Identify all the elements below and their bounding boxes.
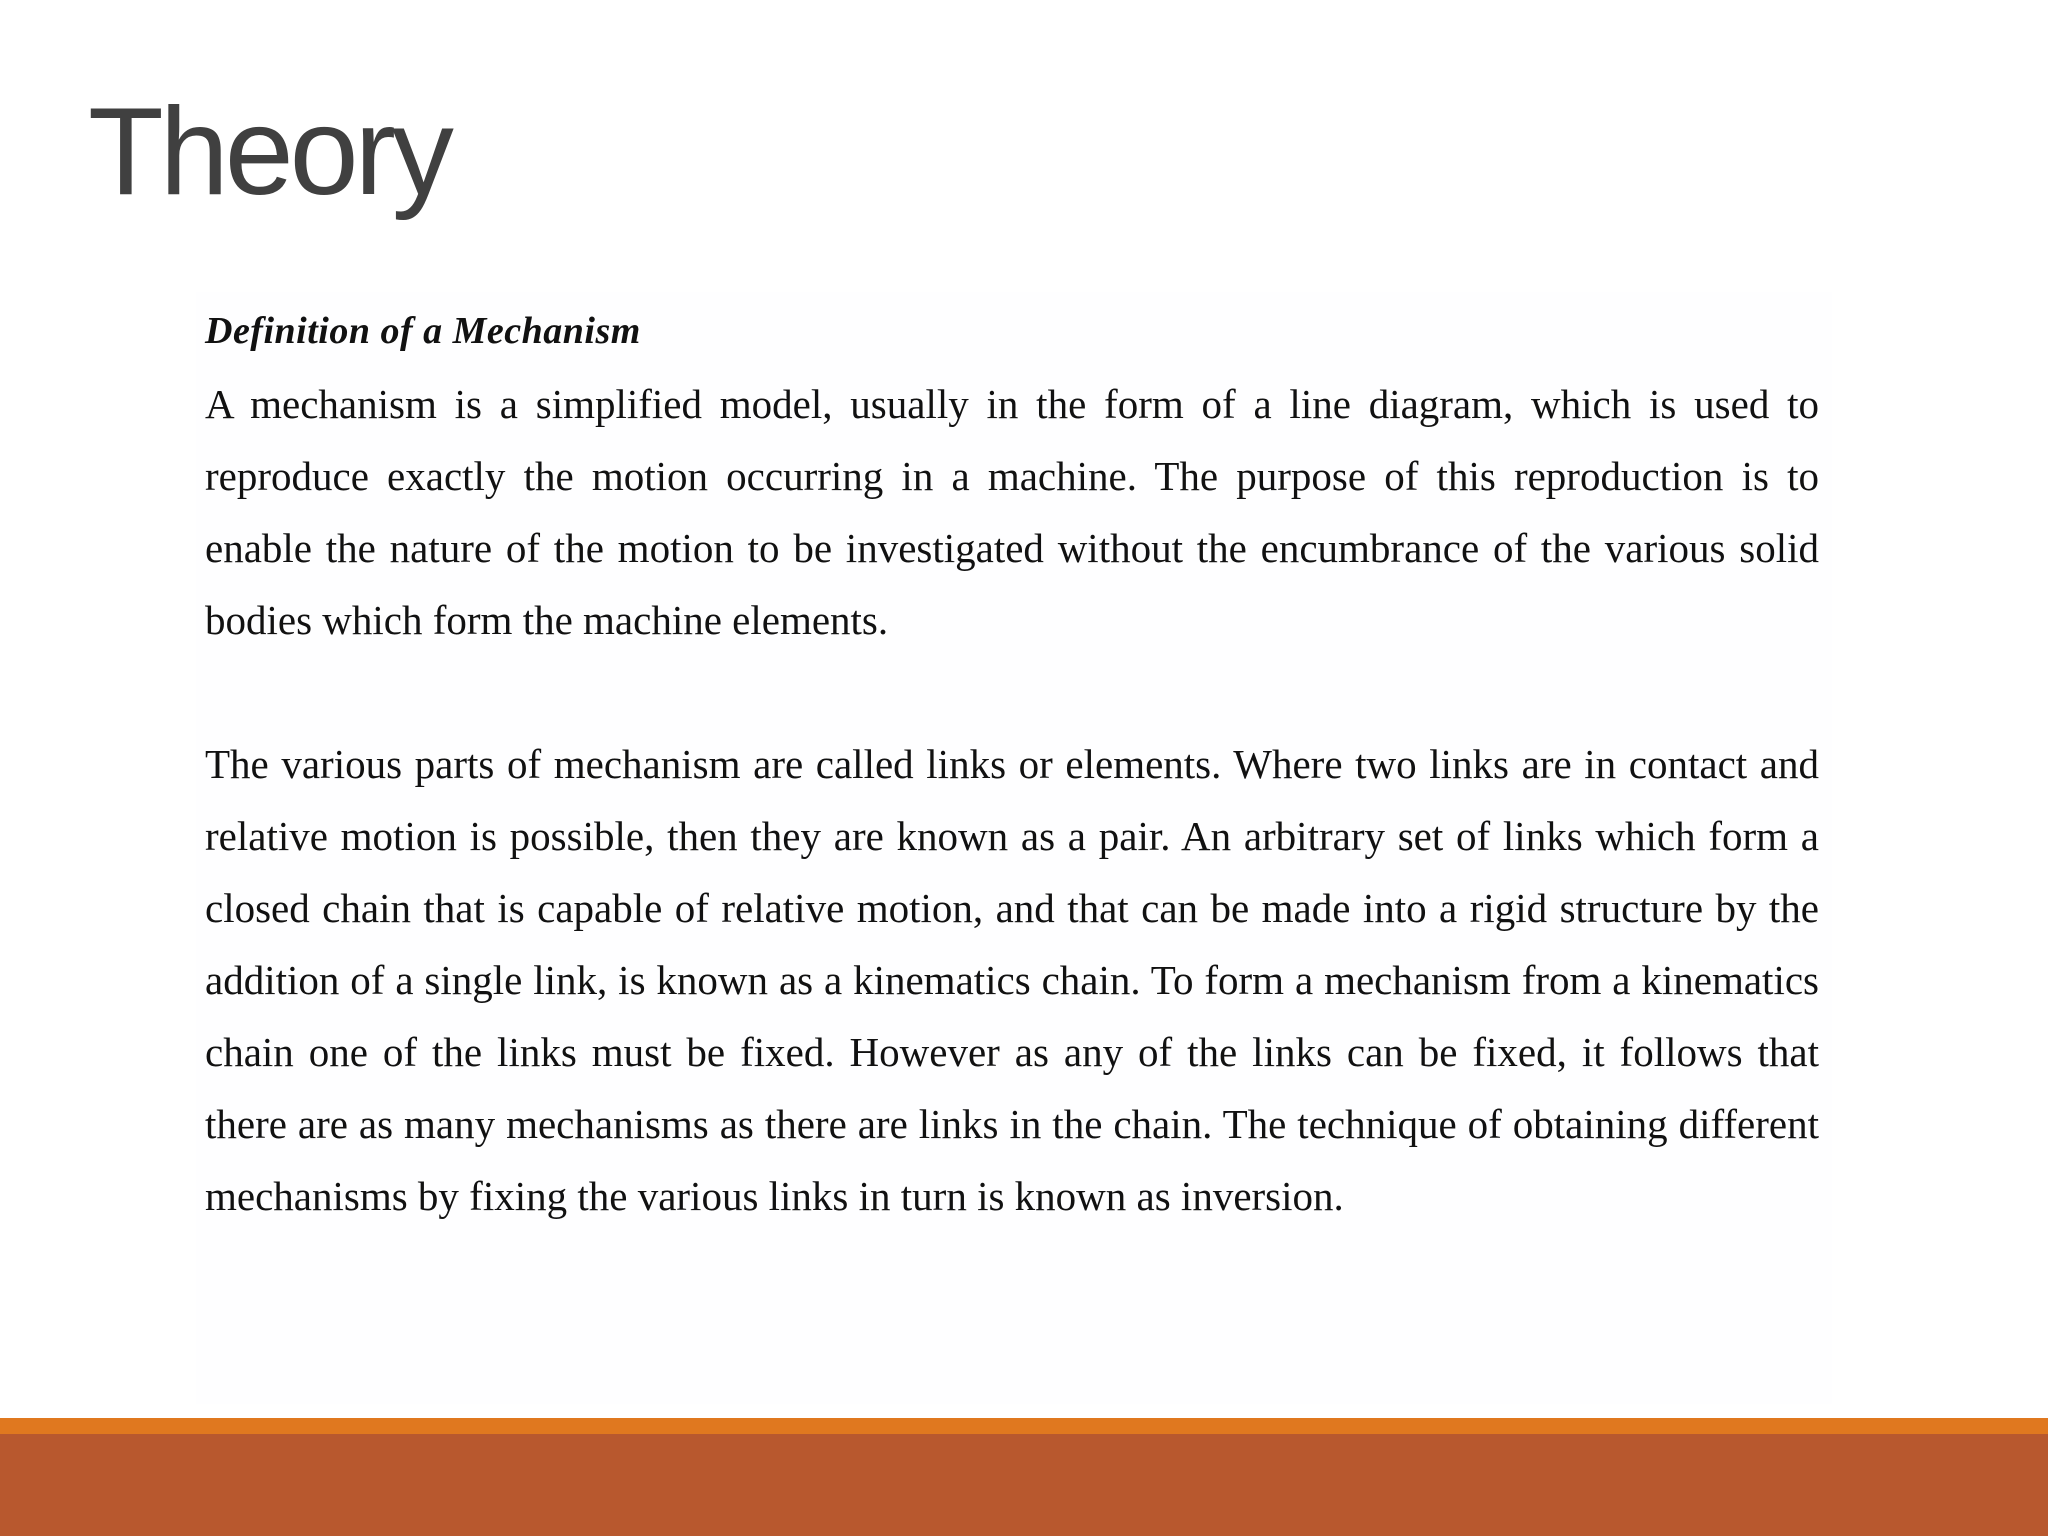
footer-bar bbox=[0, 1434, 2048, 1536]
content-text bbox=[205, 302, 1819, 1232]
paragraph-definition: A mechanism is a simplified model, usually in the form of a line diagram, which is used to reproduce exactly the motion occurring in a machine. The purpose of this reproduction is to enable the nature of the motion to be investigated without the encumbrance of the various solid bodies which form the machine elements. bbox=[205, 381, 1819, 643]
slide-title: Theory bbox=[88, 83, 450, 221]
paragraph-links: The various parts of mechanism are called links or elements. Where two links are in contact and relative motion is possible, then they are known as a pair. An arbitrary set of links which form a closed chain that is capable of relative motion, and that can be made into a rigid structure by the addition of a single link, is known as a kinematics chain. To form a mechanism from a kinematics chain one of the links must be fixed. However as any of the links can be fixed, it follows that there are as many mechanisms as there are links in the chain. The technique of obtaining different mechanisms by fixing the various links in turn is known as inversion. bbox=[205, 741, 1819, 1219]
footer-accent-stripe bbox=[0, 1418, 2048, 1434]
section-heading: Definition of a Mechanism bbox=[205, 310, 641, 352]
